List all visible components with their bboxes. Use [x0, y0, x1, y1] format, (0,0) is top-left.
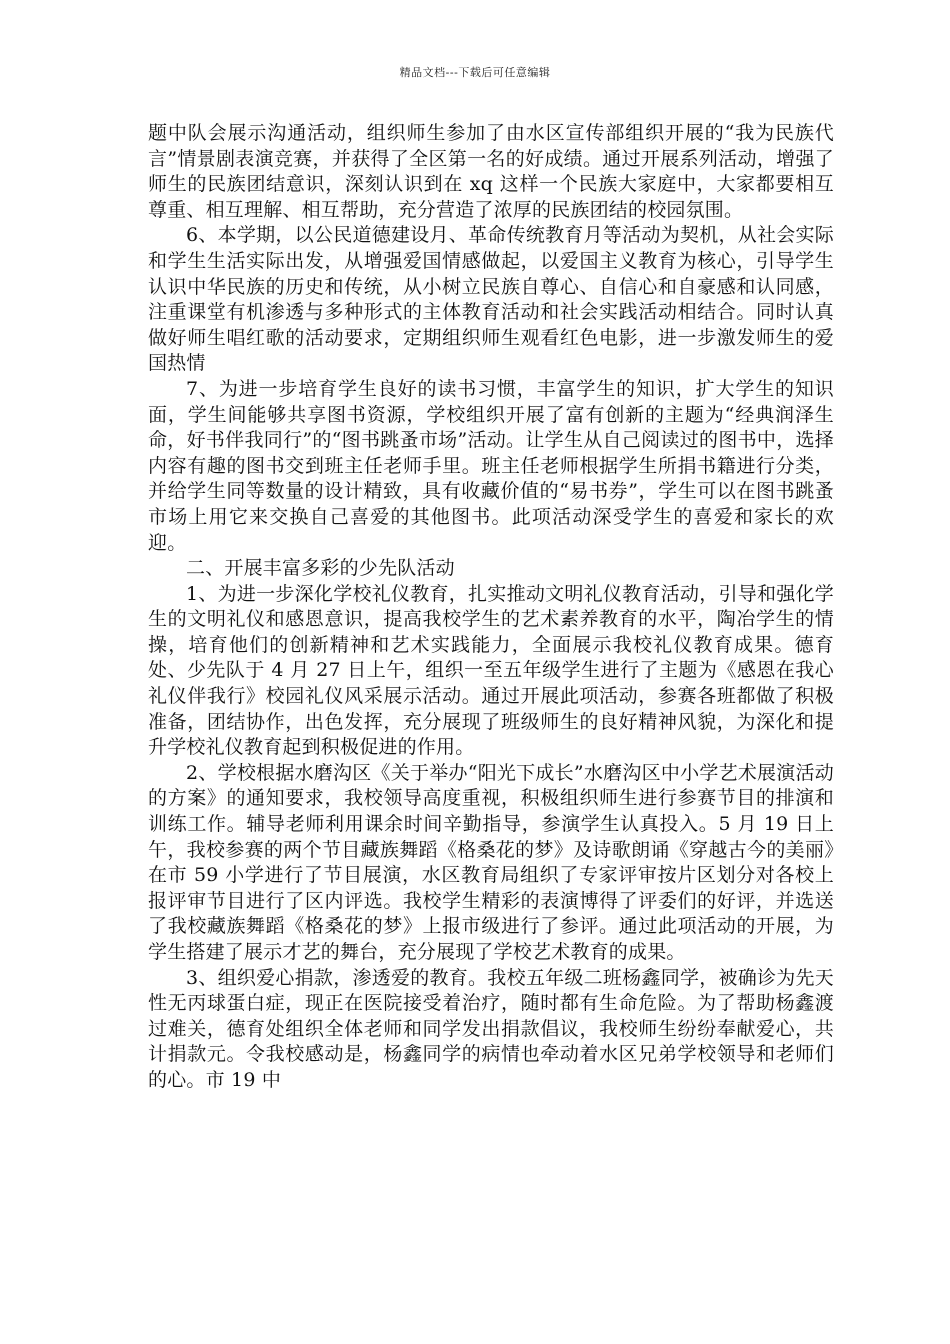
section-heading: 二、开展丰富多彩的少先队活动 [186, 557, 455, 580]
paragraph-item-3: 3、组织爱心捐款，渗透爱的教育。我校五年级二班杨鑫同学，被确诊为先天性无丙球蛋白症，现正在医院接受着治疗，随时都有生命危险。为了帮助杨鑫渡过难关，德育处组织全体老师和同学发出捐款倡议，我校师生纷纷奉献爱心，共计捐款元。令我校感动是，杨鑫同学的病情也牵动着水区兄弟学校领导和老师们的心。市 19 中 [148, 966, 834, 1091]
paragraph-item-6: 6、本学期，以公民道德建设月、革命传统教育月等活动为契机，从社会实际和学生生活实际出发，从增强爱国情感做起，以爱国主义教育为核心，引导学生认识中华民族的历史和传统，从小树立民族自尊心、自信心和自豪感和认同感，注重课堂有机渗透与多种形式的主体教育活动和社会实践活动相结合。同时认真做好师生唱红歌的活动要求，定期组织师生观看红色电影，进一步激发师生的爱国热情 [148, 224, 834, 375]
paragraph-item-2: 2、学校根据水磨沟区《关于举办“阳光下成长”水磨沟区中小学艺术展演活动的方案》的通知要求，我校领导高度重视，积极组织师生进行参赛节目的排演和训练工作。辅导老师利用课余时间辛勤指导，参演学生认真投入。5 月 19 日上午，我校参赛的两个节目藏族舞蹈《格桑花的梦》及诗歌朗诵《穿越古今的美丽》在市 59 小学进行了节目展演，水区教育局组织了专家评审按片区划分对各校上报评审节目进行了区内评选。我校学生精彩的表演博得了评委们的好评，并选送了我校藏族舞蹈《格桑花的梦》上报市级进行了参评。通过此项活动的开展，为学生搭建了展示才艺的舞台，充分展现了学校艺术教育的成果。 [148, 761, 834, 963]
document-body [148, 121, 834, 1094]
paragraph-item-7: 7、为进一步培育学生良好的读书习惯，丰富学生的知识，扩大学生的知识面，学生间能够共享图书资源，学校组织开展了富有创新的主题为“经典润泽生命，好书伴我同行”的“图书跳蚤市场”活动。让学生从自己阅读过的图书中，选择内容有趣的图书交到班主任老师手里。班主任老师根据学生所捐书籍进行分类，并给学生同等数量的设计精致，具有收藏价值的“易书券”，学生可以在图书跳蚤市场上用它来交换自己喜爱的其他图书。此项活动深受学生的喜爱和家长的欢迎。 [148, 377, 834, 554]
paragraph-item-1: 1、为进一步深化学校礼仪教育，扎实推动文明礼仪教育活动，引导和强化学生的文明礼仪和感恩意识，提高我校学生的艺术素养教育的水平，陶冶学生的情操，培育他们的创新精神和艺术实践能力，全面展示我校礼仪教育成果。德育处、少先队于 4 月 27 日上午，组织一至五年级学生进行了主题为《感恩在我心 礼仪伴我行》校园礼仪风采展示活动。通过开展此项活动，参赛各班都做了积极准备，团结协作，出色发挥，充分展现了班级师生的良好精神风貌，为深化和提升学校礼仪教育起到积极促进的作用。 [148, 582, 834, 759]
paragraph-continuation: 题中队会展示沟通活动，组织师生参加了由水区宣传部组织开展的“我为民族代言”情景剧表演竞赛，并获得了全区第一名的好成绩。通过开展系列活动，增强了师生的民族团结意识，深刻认识到在 xq 这样一个民族大家庭中，大家都要相互尊重、相互理解、相互帮助，充分营造了浓厚的民族团结的校园氛围。 [148, 122, 834, 221]
page-header: 精品文档---下载后可任意编辑 [399, 66, 551, 79]
